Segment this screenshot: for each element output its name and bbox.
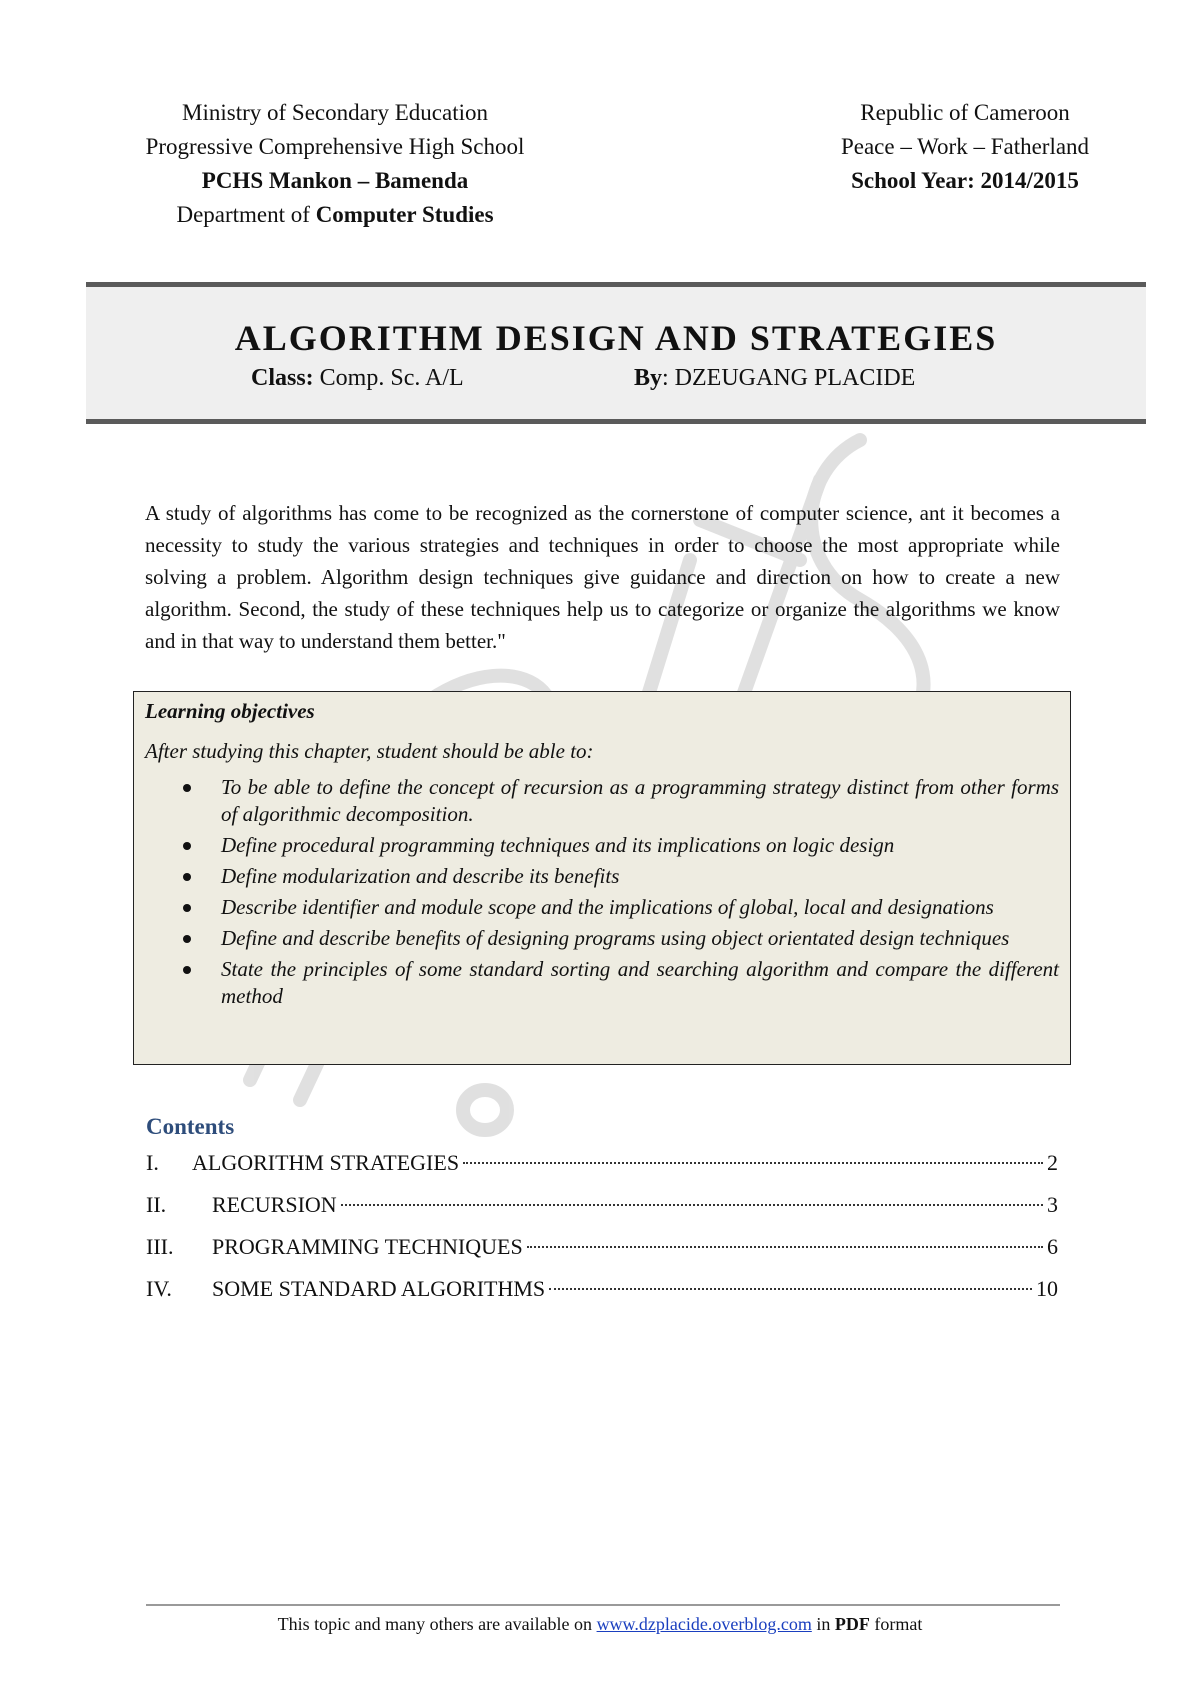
website-link[interactable]: www.dzplacide.overblog.com [596,1614,812,1634]
toc-number: III. [146,1234,174,1259]
toc-entry[interactable] [146,1188,1058,1230]
table-of-contents [146,1146,1058,1314]
class-info: Class: Comp. Sc. A/L [251,365,464,391]
bullet-icon [183,935,191,943]
toc-leader [549,1288,1032,1290]
department-name: Department of Computer Studies [176,202,494,227]
toc-page: 6 [1047,1234,1058,1259]
bullet-icon [183,784,191,792]
country-name: Republic of Cameroon [860,100,1070,125]
toc-page: 3 [1047,1192,1058,1217]
toc-entry[interactable] [146,1230,1058,1272]
bullet-icon [183,904,191,912]
toc-number: I. [146,1150,159,1175]
toc-label: PROGRAMMING TECHNIQUES [212,1234,523,1259]
objective-item: Define modularization and describe its benefits [221,863,1059,890]
bullet-icon [183,966,191,974]
toc-page: 2 [1047,1150,1058,1175]
toc-number: II. [146,1192,167,1217]
toc-entry[interactable] [146,1146,1058,1188]
contents-heading: Contents [146,1114,235,1139]
objectives-title: Learning objectives [145,699,315,723]
learning-objectives-box [133,691,1071,1065]
toc-label: ALGORITHM STRATEGIES [192,1150,460,1175]
school-name: Progressive Comprehensive High School [145,134,525,159]
objectives-list [145,774,1059,1010]
toc-label: SOME STANDARD ALGORITHMS [212,1276,546,1301]
toc-leader [463,1162,1043,1164]
toc-leader [341,1204,1043,1206]
header-left-block [95,96,575,232]
objective-item: Define and describe benefits of designing programs using object orientated design techniques [221,925,1059,952]
toc-leader [527,1246,1043,1248]
objectives-intro: After studying this chapter, student should be able to: [145,739,594,763]
country-motto: Peace – Work – Fatherland [840,134,1090,159]
ministry-name: Ministry of Secondary Education [182,100,488,125]
school-location: PCHS Mankon – Bamenda [201,168,469,193]
objective-item: State the principles of some standard sorting and searching algorithm and compare the different method [221,956,1059,1010]
toc-label: RECURSION [212,1192,337,1217]
objective-item: To be able to define the concept of recursion as a programming strategy distinct from other forms of algorithmic decomposition. [221,774,1059,828]
footer-divider [146,1604,1060,1606]
objective-item: Describe identifier and module scope and the implications of global, local and designations [221,894,1059,921]
bullet-icon [183,842,191,850]
toc-number: IV. [146,1276,172,1301]
title-banner [86,282,1146,424]
header-right-block [800,96,1130,198]
toc-entry[interactable] [146,1272,1058,1314]
toc-page: 10 [1036,1276,1058,1301]
document-title: ALGORITHM DESIGN AND STRATEGIES [234,318,998,358]
author-info: By: DZEUGANG PLACIDE [634,365,916,391]
bullet-icon [183,873,191,881]
objective-item: Define procedural programming techniques and its implications on logic design [221,832,1059,859]
intro-paragraph: A study of algorithms has come to be recognized as the cornerstone of computer science, ant it becomes a necessity to study the various strategies and techniques in order to choose the most appropriate while solving a problem. Algorithm design techniques give guidance and direction on how to create a new algorithm. Second, the study of these techniques help us to categorize or organize the algorithms we know and in that way to understand them better." [145,501,1060,653]
school-year: School Year: 2014/2015 [851,168,1079,193]
page-footer: This topic and many others are available on www.dzplacide.overblog.com in PDF format [277,1614,923,1634]
